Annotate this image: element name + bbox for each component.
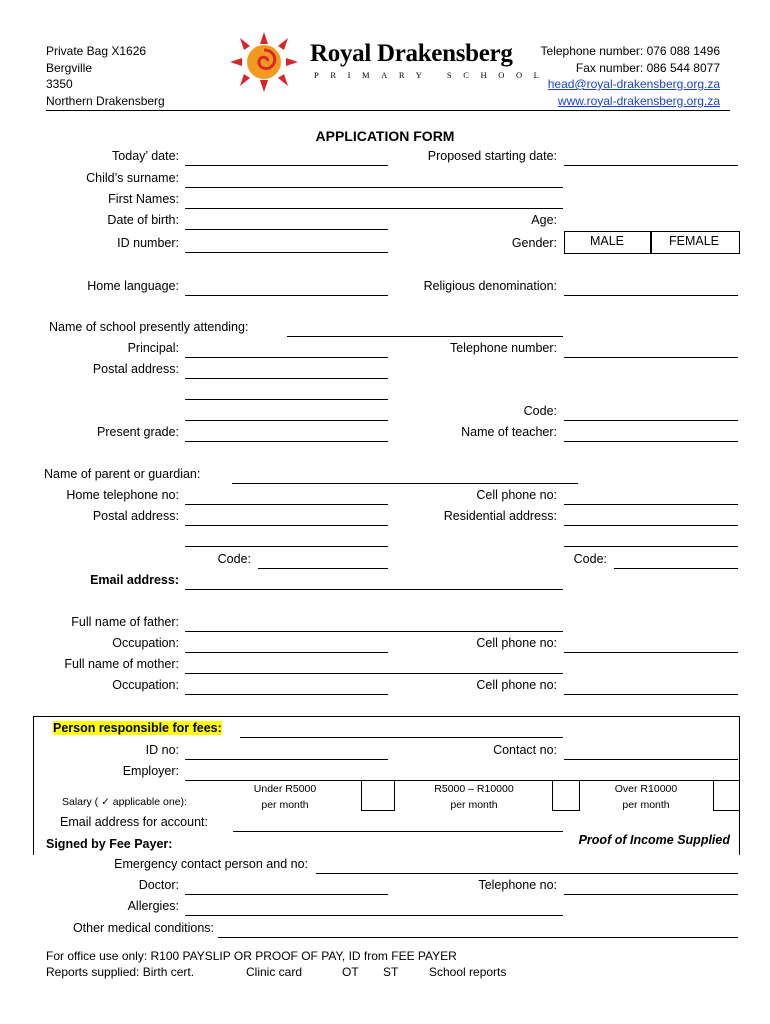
salary-checkbox-under-5000[interactable] (361, 780, 395, 811)
salary-checkbox-5000-10000[interactable] (552, 780, 580, 811)
first-names-field[interactable] (185, 208, 563, 209)
salary-option-label: R5000 – R10000 (434, 783, 514, 795)
emergency-field[interactable] (316, 873, 738, 874)
salary-option-period: per month (261, 799, 309, 811)
salary-option-period: per month (450, 799, 498, 811)
school-postal-field-1[interactable] (185, 378, 388, 379)
signed-label: Signed by Fee Payer: (46, 837, 173, 851)
school-contact (541, 43, 720, 109)
proposed-start-field[interactable] (564, 165, 738, 166)
fees-id-field[interactable] (185, 759, 388, 760)
sun-emblem-icon (228, 30, 300, 94)
fees-responsible-label: Person responsible for fees: (53, 721, 222, 735)
fees-contact-label: Contact no: (493, 743, 557, 757)
guardian-cell-field[interactable] (564, 504, 738, 505)
school-name-field[interactable] (287, 336, 563, 337)
dob-label: Date of birth: (107, 213, 179, 227)
guardian-postal-field-1[interactable] (185, 525, 388, 526)
grade-field[interactable] (185, 441, 388, 442)
school-telephone-label: Telephone number: (449, 341, 557, 355)
school-name-label: Name of school presently attending: (49, 320, 249, 334)
school-postal-label: Postal address: (92, 362, 179, 376)
form-title: APPLICATION FORM (315, 128, 455, 144)
grade-label: Present grade: (97, 425, 179, 439)
postal-code-field[interactable] (258, 568, 388, 569)
doctor-telephone-label: Telephone no: (478, 878, 557, 892)
header-divider (46, 110, 730, 111)
residential-field-2[interactable] (564, 546, 738, 547)
salary-option-over-10000 (596, 781, 696, 813)
address-line: 3350 (46, 77, 73, 91)
fees-id-label: ID no: (145, 743, 179, 757)
employer-label: Employer: (122, 764, 179, 778)
residential-code-label: Code: (573, 552, 607, 566)
father-cell-field[interactable] (564, 652, 738, 653)
fees-contact-field[interactable] (564, 759, 738, 760)
father-occupation-field[interactable] (185, 652, 388, 653)
reports-clinic-card: Clinic card (246, 965, 303, 979)
home-tel-label: Home telephone no: (66, 488, 179, 502)
proposed-start-label: Proposed starting date: (427, 149, 557, 163)
reports-st: ST (383, 965, 399, 979)
office-use-line: For office use only: R100 PAYSLIP OR PROOF OF PAY, ID from FEE PAYER (46, 949, 457, 963)
email-label: Email address: (90, 573, 179, 587)
gender-male-label: MALE (589, 234, 625, 248)
proof-of-income-label: Proof of Income Supplied (578, 833, 730, 847)
salary-option-period: per month (622, 799, 670, 811)
account-email-label: Email address for account: (60, 815, 208, 829)
logo-subtitle: PRIMARY SCHOOL (314, 70, 551, 80)
other-conditions-label: Other medical conditions: (72, 921, 214, 935)
religion-label: Religious denomination: (423, 279, 557, 293)
father-name-label: Full name of father: (71, 615, 179, 629)
age-label: Age: (531, 213, 557, 227)
email-field[interactable] (185, 589, 563, 590)
email-link[interactable]: head@royal-drakensberg.org.za (547, 77, 720, 91)
salary-option-label: Under R5000 (253, 783, 317, 795)
fax-number: Fax number: 086 544 8077 (575, 60, 720, 75)
school-telephone-field[interactable] (564, 357, 738, 358)
salary-option-under-5000 (235, 781, 335, 813)
salary-option-label: Over R10000 (614, 783, 678, 795)
guardian-postal-field-2[interactable] (185, 546, 388, 547)
home-language-label: Home language: (87, 279, 179, 293)
doctor-telephone-field[interactable] (564, 894, 738, 895)
mother-cell-label: Cell phone no: (476, 678, 557, 692)
school-address (46, 43, 165, 109)
first-names-label: First Names: (108, 192, 179, 206)
mother-occupation-field[interactable] (185, 694, 388, 695)
guardian-postal-label: Postal address: (92, 509, 179, 523)
reports-ot: OT (342, 965, 359, 979)
gender-label: Gender: (511, 236, 557, 250)
surname-label: Child’s surname: (86, 171, 179, 185)
salary-option-5000-10000 (420, 781, 528, 813)
logo-name: Royal Drakensberg (310, 40, 513, 67)
address-line: Private Bag X1626 (46, 44, 147, 58)
father-occupation-label: Occupation: (112, 636, 179, 650)
surname-field[interactable] (185, 187, 563, 188)
school-code-field[interactable] (564, 420, 738, 421)
school-code-label: Code: (523, 404, 557, 418)
teacher-label: Name of teacher: (461, 425, 557, 439)
home-language-field[interactable] (185, 295, 388, 296)
home-tel-field[interactable] (185, 504, 388, 505)
principal-label: Principal: (127, 341, 179, 355)
father-name-field[interactable] (185, 631, 563, 632)
mother-occupation-label: Occupation: (112, 678, 179, 692)
dob-field[interactable] (185, 229, 388, 230)
residential-code-field[interactable] (614, 568, 738, 569)
school-postal-field-2[interactable] (185, 399, 388, 400)
fees-responsible-field[interactable] (240, 737, 563, 738)
emergency-label: Emergency contact person and no: (114, 857, 308, 871)
doctor-field[interactable] (185, 894, 388, 895)
salary-checkbox-over-10000[interactable] (713, 780, 740, 811)
doctor-label: Doctor: (138, 878, 179, 892)
website-link[interactable]: www.royal-drakensberg.org.za (557, 93, 720, 108)
school-logo (228, 30, 551, 94)
id-number-label: ID number: (117, 236, 179, 250)
religion-field[interactable] (564, 295, 738, 296)
salary-label: Salary ( ✓ applicable one): (62, 796, 187, 808)
residential-label: Residential address: (443, 509, 557, 523)
allergies-field[interactable] (185, 915, 563, 916)
teacher-field[interactable] (564, 441, 738, 442)
gender-female-label: FEMALE (668, 234, 719, 248)
mother-name-field[interactable] (185, 673, 563, 674)
account-email-field[interactable] (233, 831, 563, 832)
address-line: Northern Drakensberg (46, 93, 165, 108)
allergies-label: Allergies: (127, 899, 179, 913)
father-cell-label: Cell phone no: (476, 636, 557, 650)
residential-field-1[interactable] (564, 525, 738, 526)
phone-number: Telephone number: 076 088 1496 (540, 44, 720, 58)
principal-field[interactable] (185, 357, 388, 358)
postal-code-label: Code: (217, 552, 251, 566)
todays-date-label: Today’ date: (112, 149, 179, 163)
guardian-name-label: Name of parent or guardian: (44, 467, 201, 481)
todays-date-field[interactable] (185, 165, 388, 166)
guardian-name-field[interactable] (232, 483, 578, 484)
guardian-cell-label: Cell phone no: (476, 488, 557, 502)
other-conditions-field[interactable] (218, 937, 738, 938)
school-postal-field-3[interactable] (185, 420, 388, 421)
mother-name-label: Full name of mother: (64, 657, 179, 671)
id-number-field[interactable] (185, 252, 388, 253)
reports-school: School reports (429, 965, 507, 979)
address-line: Bergville (46, 60, 93, 75)
reports-birth-cert: Reports supplied: Birth cert. (46, 965, 195, 979)
mother-cell-field[interactable] (564, 694, 738, 695)
